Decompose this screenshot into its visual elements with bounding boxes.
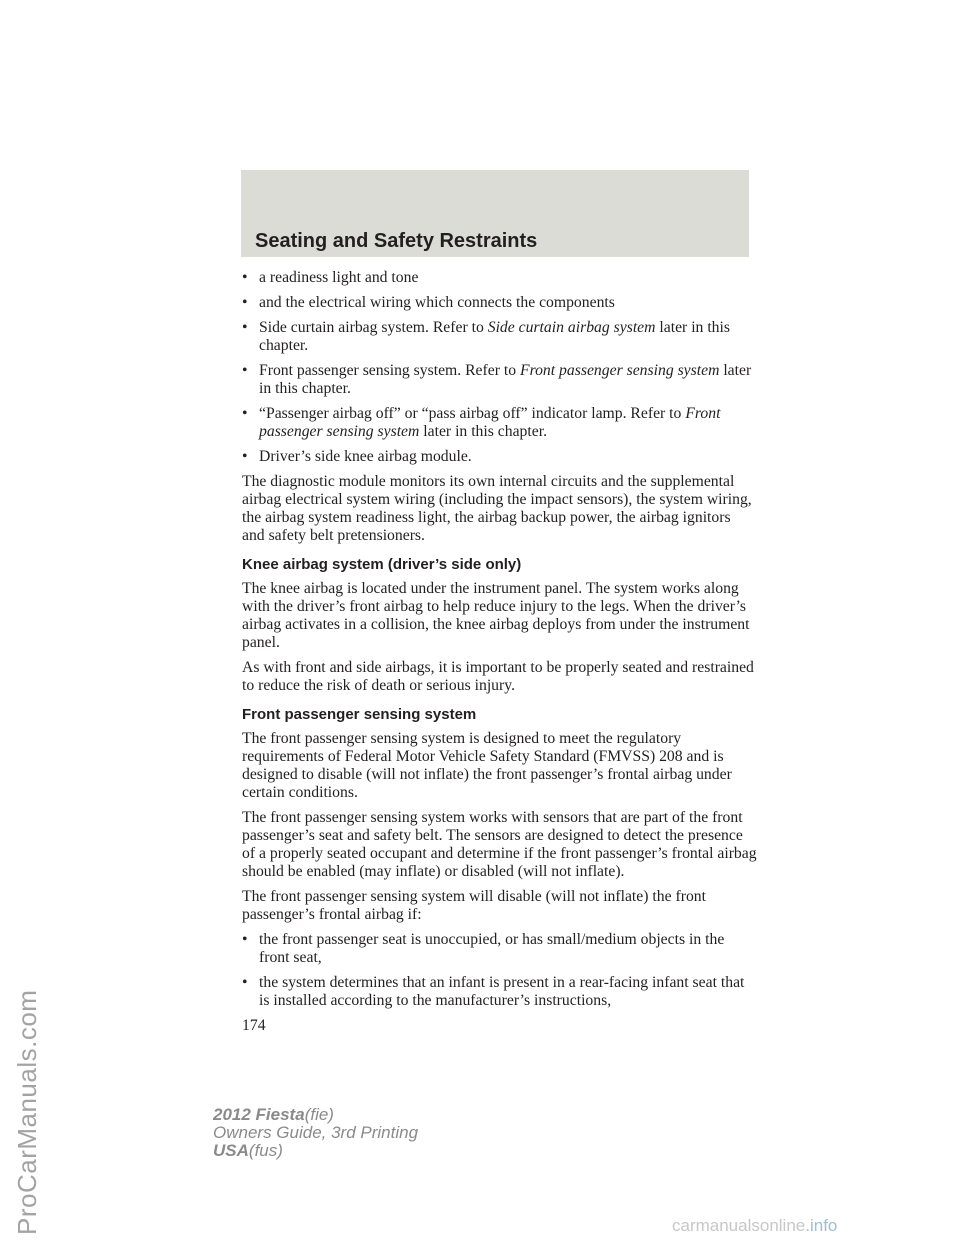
heading-front-passenger-sensing: Front passenger sensing system	[242, 706, 477, 723]
bullet-dot: •	[242, 974, 248, 991]
footer-edition: Owners Guide, 3rd Printing	[213, 1123, 419, 1142]
list-item-text: the front passenger seat is unoccupied, or has small/medium objects in the front seat,	[259, 931, 725, 966]
list-item	[242, 974, 757, 1010]
list-item-text: a readiness light and tone	[259, 269, 419, 286]
list-item	[242, 405, 757, 441]
list-item	[242, 269, 757, 287]
bullet-dot: •	[242, 405, 248, 422]
paragraph-sensing-fmvss: The front passenger sensing system is designed to meet the regulatory requirements of Federal Motor Vehicle Safety Standard (FMVSS) 208 and is designed to disable (will not inflate) the front passenger’s frontal airbag under certain conditions.	[242, 730, 732, 801]
section-header-band	[241, 170, 749, 257]
footer-market-code: (fus)	[248, 1141, 283, 1160]
footer-model-code: (fie)	[304, 1105, 334, 1124]
bullet-dot: •	[242, 294, 248, 311]
list-item-text: later in this chapter.	[419, 423, 547, 440]
bullet-dot: •	[242, 269, 248, 286]
list-item-text: Front passenger sensing system. Refer to	[259, 362, 520, 379]
bullet-list-components	[242, 269, 757, 466]
list-item	[242, 294, 757, 312]
footer-line-model	[213, 1106, 418, 1124]
list-item-text: later in this chapter.	[259, 362, 752, 397]
list-item-text: later in this chapter.	[259, 319, 730, 354]
paragraph-sensing-disable: The front passenger sensing system will disable (will not inflate) the front passenger’s frontal airbag if:	[242, 888, 706, 923]
footer-line-market	[213, 1142, 418, 1160]
list-item	[242, 448, 757, 466]
site-watermark	[672, 1216, 837, 1236]
cross-reference: Front passenger sensing system	[519, 362, 720, 379]
site-name: carmanualsonline	[672, 1216, 806, 1235]
paragraph-sensing-sensors: The front passenger sensing system works with sensors that are part of the front passenger’s seat and safety belt. The sensors are designed to detect the presence of a properly seated occupant and determine if the front passenger’s frontal airbag should be enabled (may inflate) or disabled (will not inflate).	[242, 809, 757, 880]
footer-model: 2012 Fiesta	[213, 1105, 305, 1124]
heading-knee-airbag: Knee airbag system (driver’s side only)	[242, 556, 522, 573]
paragraph-knee-airbag-seating: As with front and side airbags, it is important to be properly seated and restrained to reduce the risk of death or serious injury.	[242, 659, 754, 694]
paragraph-diagnostic-module: The diagnostic module monitors its own internal circuits and the supplemental airbag electrical system wiring (including the impact sensors), the system wiring, the airbag system readiness light, the airbag backup power, the airbag ignitors and safety belt pretensioners.	[242, 473, 752, 544]
bullet-dot: •	[242, 448, 248, 465]
document-footer	[213, 1106, 418, 1160]
bullet-dot: •	[242, 319, 248, 336]
site-tld: .info	[805, 1216, 838, 1235]
list-item-text: Side curtain airbag system. Refer to	[259, 319, 488, 336]
watermark-vertical: ProCarManuals.com	[12, 989, 42, 1235]
list-item-text: the system determines that an infant is present in a rear-facing infant seat that is installed according to the manufacturer’s instructions,	[259, 974, 745, 1009]
bullet-dot: •	[242, 362, 248, 379]
section-title: Seating and Safety Restraints	[255, 230, 538, 252]
cross-reference: Front passenger sensing system	[259, 405, 721, 440]
footer-market: USA	[213, 1141, 249, 1160]
list-item	[242, 362, 757, 398]
list-item-text: “Passenger airbag off” or “pass airbag off” indicator lamp. Refer to	[259, 405, 686, 422]
paragraph-knee-airbag-location: The knee airbag is located under the instrument panel. The system works along with the driver’s front airbag to help reduce injury to the legs. When the driver’s airbag activates in a collision, the knee airbag deploys from under the instrument panel.	[242, 580, 750, 651]
list-item-text: Driver’s side knee airbag module.	[259, 448, 472, 465]
cross-reference: Side curtain airbag system	[487, 319, 656, 336]
list-item	[242, 931, 757, 967]
list-item	[242, 319, 757, 355]
list-item-text: and the electrical wiring which connects the components	[259, 294, 615, 311]
bullet-dot: •	[242, 931, 248, 948]
page-content	[242, 269, 757, 1035]
page-number: 174	[242, 1017, 266, 1034]
